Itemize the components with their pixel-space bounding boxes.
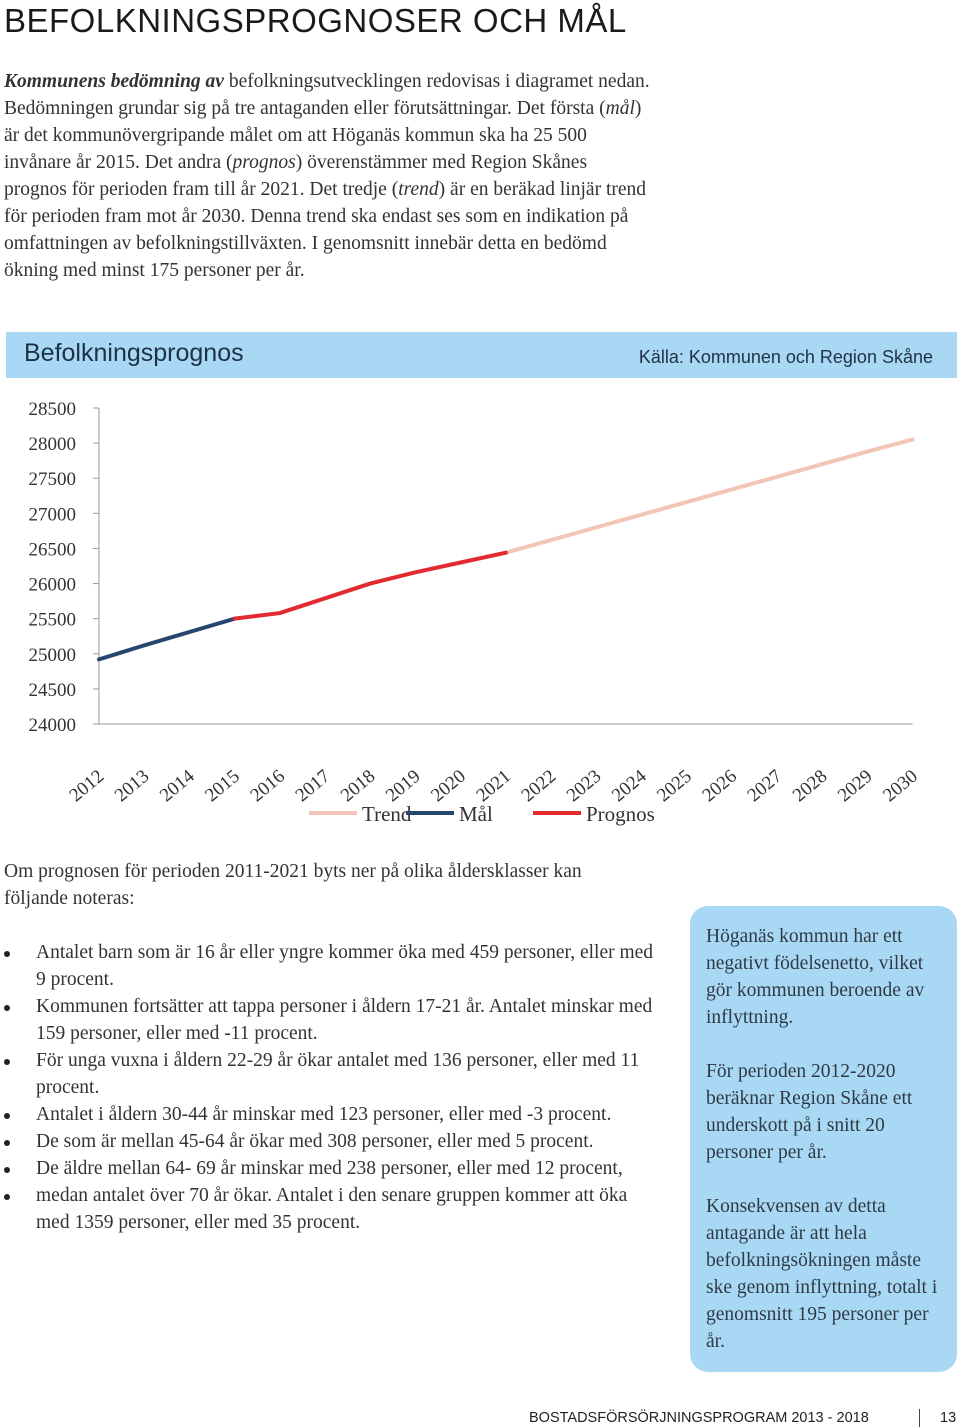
sidebox-paragraph-1: Höganäs kommun har ett negativt födelsenetto, vilket gör kommunen beroende av inflyttning. <box>706 926 925 1028</box>
x-tick-label: 2020 <box>427 765 470 807</box>
list-item-text: För unga vuxna i åldern 22-29 år ökar antalet med 136 personer, eller med 11 procent. <box>36 1050 640 1098</box>
y-tick-label: 27000 <box>28 504 76 526</box>
series-line-trend <box>506 440 913 553</box>
x-tick-label: 2024 <box>608 765 651 807</box>
sidebox-paragraph-2: För perioden 2012-2020 beräknar Region Skåne ett underskott på i snitt 20 personer per år. <box>706 1061 913 1163</box>
bullet-icon <box>4 1059 10 1065</box>
x-tick-label: 2028 <box>788 765 832 807</box>
y-tick-label: 26500 <box>28 539 76 561</box>
list-item-text: Antalet i åldern 30-44 år minskar med 123 personer, eller med -3 procent. <box>36 1104 612 1125</box>
x-tick-label: 2030 <box>879 765 922 807</box>
bullet-icon <box>4 1113 10 1119</box>
intro-emph-prognos: prognos <box>232 152 296 173</box>
y-tick-label: 28000 <box>28 434 76 456</box>
bullet-icon <box>4 1140 10 1146</box>
list-item-text: Antalet barn som är 16 år eller yngre kommer öka med 459 personer, eller med 9 procent. <box>36 942 654 990</box>
y-tick-label: 28500 <box>28 399 76 420</box>
x-tick-label: 2025 <box>653 765 696 807</box>
x-tick-label: 2026 <box>698 765 742 807</box>
intro-paragraph <box>4 68 654 284</box>
x-tick-label: 2014 <box>156 765 199 807</box>
x-tick-label: 2029 <box>834 765 877 807</box>
y-tick-label: 27500 <box>28 469 76 491</box>
footer-divider <box>919 1409 920 1427</box>
sidebox-paragraph-3: Konsekvensen av detta antagande är att hela befolkningsökningen måste ske genom inflyttning, totalt i genomsnitt 195 personer per år. <box>706 1196 938 1352</box>
list-item <box>4 1101 664 1128</box>
chart-source: Källa: Kommunen och Region Skåne <box>638 347 933 367</box>
population-line-chart <box>0 380 960 832</box>
bullet-icon <box>4 1167 10 1173</box>
x-tick-label: 2012 <box>65 765 109 807</box>
x-tick-label: 2021 <box>472 765 516 807</box>
list-item <box>4 1047 664 1101</box>
x-tick-label: 2027 <box>743 765 787 807</box>
list-item-text: De äldre mellan 64- 69 år minskar med 238 personer, eller med 12 procent, <box>36 1158 623 1179</box>
legend-label: Trend <box>362 802 412 826</box>
x-tick-label: 2017 <box>291 765 335 807</box>
bullet-icon <box>4 1194 10 1200</box>
intro-emph-mal: mål <box>605 98 635 119</box>
x-tick-label: 2018 <box>336 765 380 807</box>
x-tick-label: 2013 <box>110 765 154 807</box>
x-tick-label: 2023 <box>562 765 606 807</box>
bullet-icon <box>4 1005 10 1011</box>
series-line-mal <box>99 619 235 660</box>
y-tick-label: 24500 <box>28 679 76 701</box>
list-item <box>4 1128 664 1155</box>
page-number: 13 <box>940 1410 957 1426</box>
list-item <box>4 1182 664 1236</box>
age-breakdown-intro: Om prognosen för perioden 2011-2021 byts ner på olika åldersklasser kan följande noteras: <box>4 861 582 909</box>
y-tick-label: 26000 <box>28 574 76 596</box>
footer-title: BOSTADSFÖRSÖRJNINGSPROGRAM 2013 - 2018 <box>529 1410 869 1426</box>
y-tick-label: 25500 <box>28 609 76 631</box>
list-item <box>4 993 664 1047</box>
chart-title: Befolkningsprognos <box>24 339 244 367</box>
x-tick-label: 2019 <box>382 765 425 807</box>
list-item-text: De som är mellan 45-64 år ökar med 308 personer, eller med 5 procent. <box>36 1131 594 1152</box>
intro-text-4: ) är en beräkad linjär trend för perioden fram mot år 2030. Denna trend ska endast ses som en indikation på omfattningen av befolkningstillväxten. I genomsnitt innebär detta en bedömd ökning med minst 175 personer per år. <box>4 179 647 281</box>
legend-label: Mål <box>459 802 493 826</box>
intro-text-3: ) överenstämmer med Region Skånes prognos för perioden fram till år 2021. Det tredje ( <box>4 152 588 200</box>
intro-emph-trend: trend <box>398 179 439 200</box>
y-tick-label: 24000 <box>28 715 76 736</box>
x-tick-label: 2016 <box>246 765 290 807</box>
info-sidebox <box>690 906 957 1372</box>
intro-lead: Kommunens bedömning av <box>4 71 224 92</box>
x-tick-label: 2022 <box>517 765 561 807</box>
list-item <box>4 939 664 993</box>
list-item-text: Kommunen fortsätter att tappa personer i åldern 17-21 år. Antalet minskar med 159 personer, eller med -11 procent. <box>36 996 653 1044</box>
age-breakdown-list <box>4 939 664 1236</box>
page-heading: BEFOLKNINGSPROGNOSER OCH MÅL <box>4 2 627 39</box>
x-tick-label: 2015 <box>201 765 244 807</box>
list-item-text: medan antalet över 70 år ökar. Antalet i den senare gruppen kommer att öka med 1359 personer, eller med 35 procent. <box>36 1185 628 1233</box>
y-tick-label: 25000 <box>28 644 76 666</box>
intro-text-1: befolkningsutvecklingen redovisas i diagramet nedan. Bedömningen grundar sig på tre antaganden eller förutsättningar. Det första ( <box>4 71 650 119</box>
bullet-icon <box>4 951 10 957</box>
list-item <box>4 1155 664 1182</box>
chart-banner <box>6 332 957 378</box>
intro-text-2: ) är det kommunövergripande målet om att Höganäs kommun ska ha 25 500 invånare år 2015. Det andra ( <box>4 98 642 173</box>
legend-label: Prognos <box>586 802 655 826</box>
series-line-prognos <box>235 553 506 619</box>
